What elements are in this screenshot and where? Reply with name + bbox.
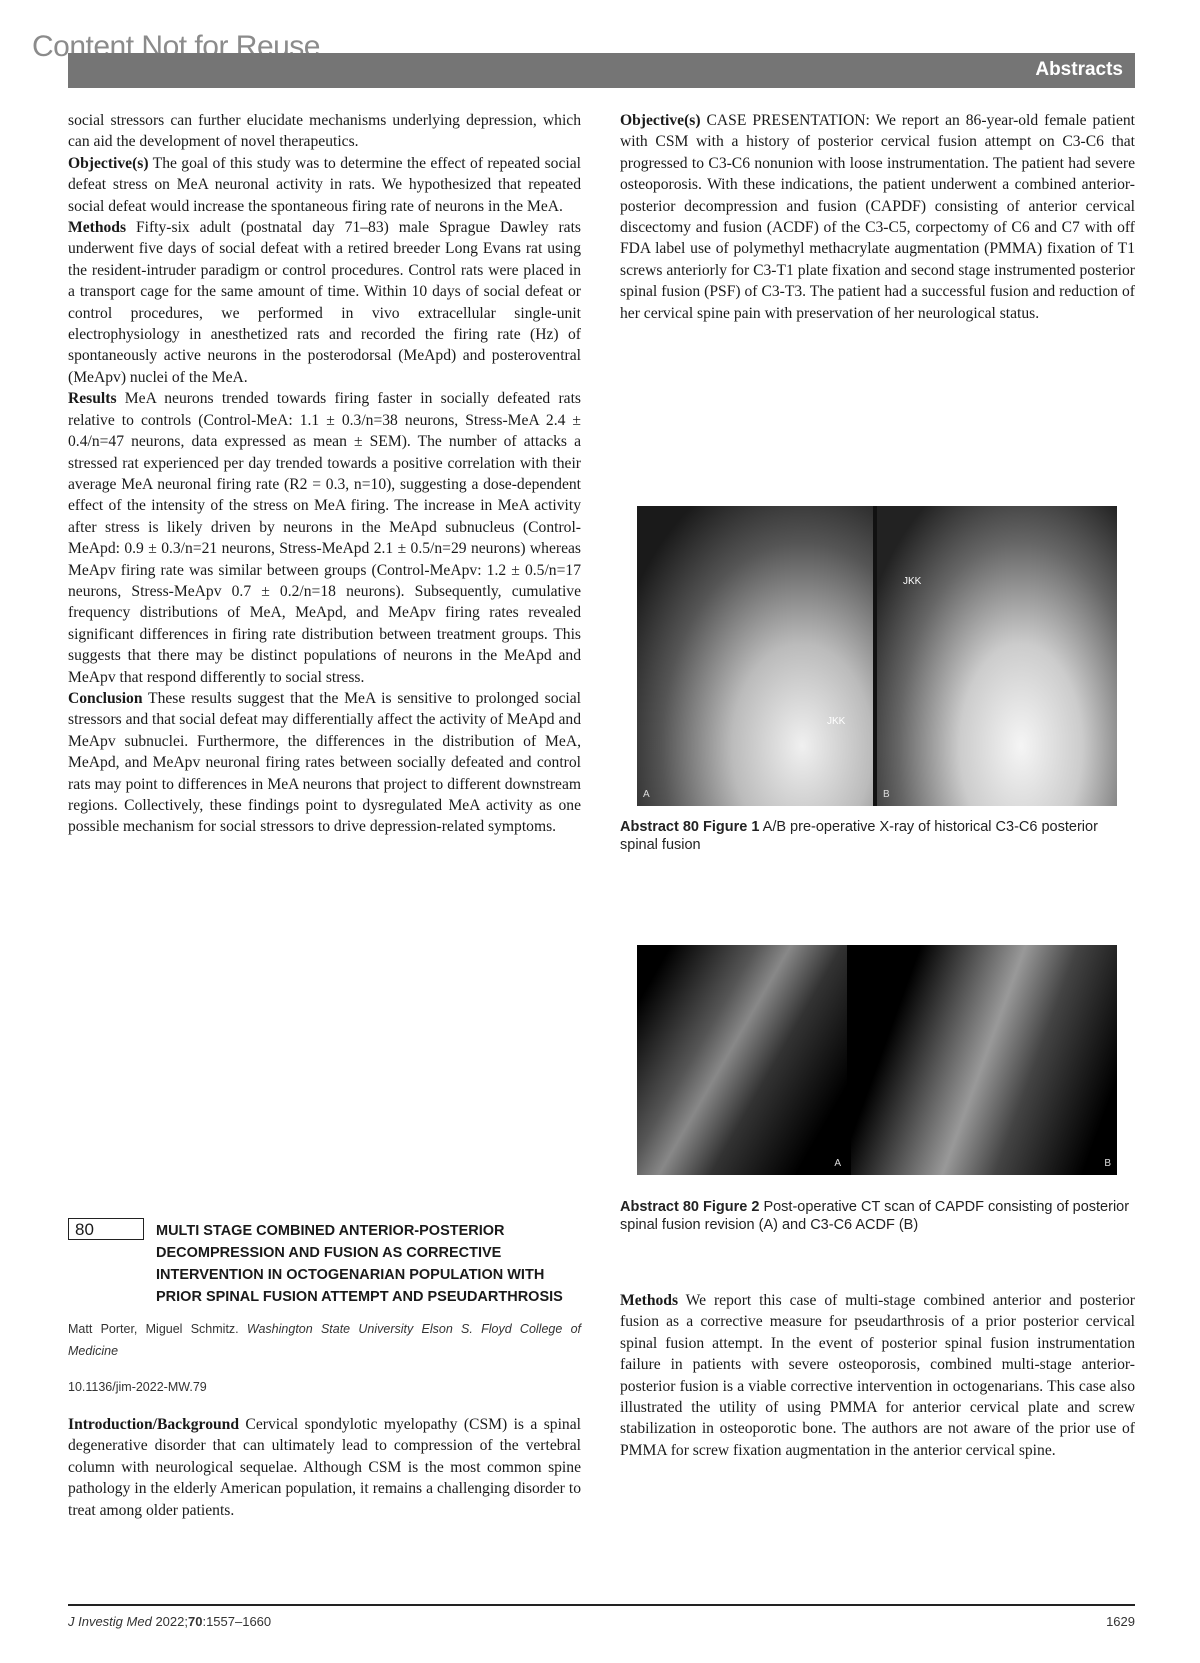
- text: Fifty-six adult (postnatal day 71–83) male Sprague Dawley rats underwent five days of social defeat with a retired breeder Long Evans rat using the resident-intruder paradigm or control procedures. Control rats were placed in a transport cage for the same amount of time. Within 10 days of social defeat or control procedures, we performed in vivo extracellular single-unit electrophysiology in anesthetized rats and recorded the firing rate (Hz) of spontaneously active neurons in the posterodorsal (MeApd) and posteroventral (MeApv) nuclei of the MeA.: [68, 219, 581, 386]
- paragraph: social stressors can further elucidate mechanisms underlying depression, which can aid the development of novel therapeutics.: [68, 112, 581, 151]
- year: 2022;: [151, 1614, 188, 1629]
- text: The goal of this study was to determine the effect of repeated social defeat stress on MeA neuronal activity in rats. We hypothesized that repeated social defeat would increase the spontaneous firing rate of neurons in the MeA.: [68, 154, 581, 215]
- text: These results suggest that the MeA is sensitive to prolonged social stressors and that social defeat may differentially affect the activity of MeApd and MeApv subnuclei. Furthermore, the differences in the distribution of MeA, MeApd, and MeApv neuronal firing rates between socially defeated and control rats may point to differences in MeA neurons that project to different downstream regions. Collectively, these findings point to dysregulated MeA activity as one possible mechanism for social stressors to drive depression-related symptoms.: [68, 689, 581, 836]
- authors: [68, 1318, 581, 1362]
- text: MeA neurons trended towards firing faster in socially defeated rats relative to controls (Control-MeA: 1.1 ± 0.3/n=38 neurons, Stress-MeA 2.4 ± 0.4/n=47 neurons, data expressed as mean ± SEM). The number of attacks a stressed rat experienced per day trended towards a positive correlation with their average MeA neuronal firing rate (R2 = 0.3, n=10), suggesting a dose-dependent effect of the intensity of the stress on MeA firing. The increase in MeA activity after stress is likely driven by neurons in the MeApd subnucleus (Control-MeApd: 0.9 ± 0.3/n=21 neurons, Stress-MeApd 2.1 ± 0.5/n=29 neurons) whereas MeApv firing rate was similar between groups (Control-MeApv: 1.2 ± 0.5/n=17 neurons, Stress-MeApv 0.7 ± 0.2/n=18 neurons). Subsequently, cumulative frequency distributions of MeA, MeApd, and MeApv firing rates revealed significant differences in firing rate distribution between treatment groups. This suggests that there may be distinct populations of neurons in the MeApd and MeApv that respond differently to social stress.: [68, 390, 581, 686]
- page-number: 1629: [1106, 1614, 1135, 1629]
- ct-panel-a: [637, 945, 847, 1175]
- figure-label: Abstract 80 Figure 1: [620, 819, 760, 835]
- text: Cervical spondylotic myelopathy (CSM) is a spinal degenerative disorder that can ultimately lead to compression of the vertebral column with neurological sequelae. Although CSM is the most common spine pathology in the elderly American population, it remains a challenging disorder to treat among older patients.: [68, 1416, 581, 1519]
- doi[interactable]: 10.1136/jim-2022-MW.79: [68, 1380, 207, 1394]
- conclusion-paragraph: [68, 688, 581, 838]
- pages: :1557–1660: [202, 1614, 272, 1629]
- objective-paragraph: [68, 153, 581, 217]
- results-paragraph: [68, 388, 581, 688]
- figure-2-caption: [620, 1198, 1135, 1234]
- section-title: Abstracts: [1035, 59, 1123, 80]
- caption-text: Post-operative CT scan of CAPDF consisting of posterior spinal fusion revision (A) and C3-C6 ACDF (B): [620, 1199, 1130, 1233]
- methods-paragraph: [68, 217, 581, 388]
- label: Methods: [620, 1292, 679, 1309]
- label: Results: [68, 390, 117, 408]
- author-names: Matt Porter, Miguel Schmitz.: [68, 1322, 239, 1336]
- panel-label: B: [1104, 1158, 1111, 1169]
- figure-1-xray: [637, 506, 1117, 806]
- label: Methods: [68, 219, 127, 237]
- abstract-number: 80: [68, 1218, 144, 1240]
- footer-rule: [68, 1604, 1135, 1606]
- right-column: [620, 110, 1135, 324]
- caption-text: A/B pre-operative X-ray of historical C3-C6 posterior spinal fusion: [620, 819, 1098, 853]
- volume: 70: [187, 1614, 203, 1629]
- watermark: Content Not for Reuse: [32, 30, 320, 63]
- methods-paragraph: [620, 1290, 1135, 1461]
- marker-label: JKK: [827, 716, 846, 727]
- left-column: [68, 110, 581, 838]
- panel-label: B: [883, 789, 890, 800]
- footer-citation: [68, 1614, 271, 1629]
- panel-label: A: [643, 789, 650, 800]
- panel-label: A: [834, 1158, 841, 1169]
- xray-panel-b: [877, 506, 1117, 806]
- label: Objective(s): [620, 112, 701, 129]
- intro-paragraph: [68, 1414, 581, 1521]
- text: We report this case of multi-stage combined anterior and posterior fusion as a corrective measure for pseudarthrosis of a prior posterior cervical spinal fusion attempt. In the event of posterior spinal fusion instrumentation failure in patients with severe osteoporosis, combined multi-stage anterior-posterior fusion is a viable corrective intervention in octogenarians. This case also illustrated the utility of using PMMA for anterior cervical plate and screw stabilization in osteoporotic bone. The authors are not aware of the prior use of PMMA for screw fixation augmentation in the anterior cervical spine.: [620, 1292, 1135, 1459]
- abstract-title: MULTI STAGE COMBINED ANTERIOR-POSTERIOR DECOMPRESSION AND FUSION AS CORRECTIVE INTERVENTION IN OCTOGENARIAN POPULATION WITH PRIOR SPINAL FUSION ATTEMPT AND PSEUDARTHROSIS: [156, 1223, 563, 1305]
- label: Introduction/Background: [68, 1416, 240, 1433]
- objective-paragraph: [620, 110, 1135, 324]
- journal: J Investig Med: [68, 1614, 152, 1629]
- text: CASE PRESENTATION: We report an 86-year-old female patient with CSM with a history of posterior cervical fusion attempt on C3-C6 that progressed to C3-C6 nonunion with loose instrumentation. The patient had severe osteoporosis. With these indications, the patient underwent a combined anterior-posterior decompression and fusion (CAPDF) consisting of anterior cervical discectomy and fusion (ACDF) of the C3-C5, corpectomy of C6 and C7 with off FDA label use of polymethyl methacrylate augmentation (PMMA) fixation of T1 screws anteriorly for C3-T1 plate fixation and second stage instrumented posterior spinal fusion (PSF) of C3-T3. The patient had a successful fusion and reduction of her cervical spine pain with preservation of her neurological status.: [620, 112, 1135, 322]
- ct-panel-b: [851, 945, 1117, 1175]
- xray-panel-a: [637, 506, 873, 806]
- figure-label: Abstract 80 Figure 2: [620, 1199, 760, 1215]
- label: Conclusion: [68, 689, 143, 707]
- figure-1-caption: [620, 818, 1135, 854]
- marker-label: JKK: [903, 576, 922, 587]
- label: Objective(s): [68, 154, 149, 172]
- affiliation: Washington State University Elson S. Floyd College of Medicine: [68, 1322, 581, 1358]
- figure-2-ct: [637, 945, 1117, 1175]
